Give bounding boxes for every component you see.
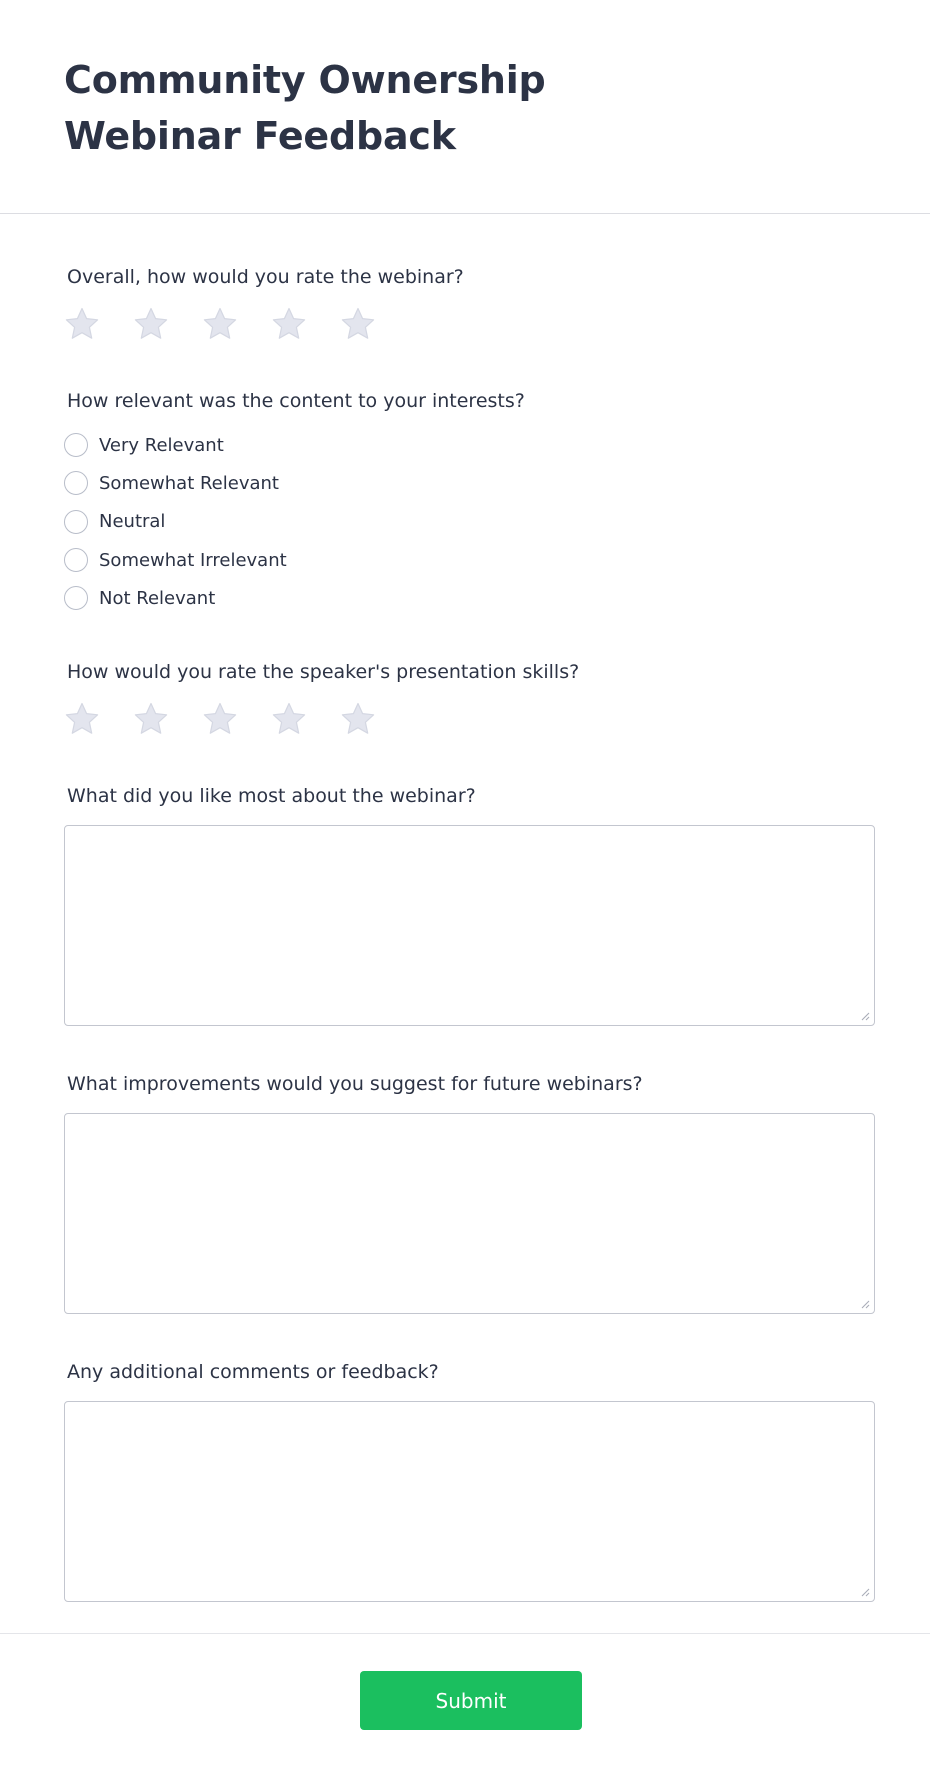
star-icon[interactable]: [133, 701, 169, 737]
star-rating: [64, 701, 579, 737]
radio-button[interactable]: [64, 471, 88, 495]
star-icon[interactable]: [202, 306, 238, 342]
radio-label: Not Relevant: [99, 587, 216, 609]
star-icon[interactable]: [340, 701, 376, 737]
radio-label: Very Relevant: [99, 434, 224, 456]
radio-label: Neutral: [99, 511, 166, 533]
question-label: Any additional comments or feedback?: [67, 1361, 439, 1383]
radio-option-not-relevant[interactable]: [64, 579, 525, 617]
radio-button[interactable]: [64, 433, 88, 457]
submit-button[interactable]: Submit: [360, 1671, 582, 1730]
question-label: How relevant was the content to your interests?: [67, 390, 525, 412]
radio-label: Somewhat Relevant: [99, 472, 279, 494]
radio-button[interactable]: [64, 586, 88, 610]
radio-option-somewhat-irrelevant[interactable]: [64, 541, 525, 579]
star-icon[interactable]: [64, 701, 100, 737]
liked-most-textarea[interactable]: [64, 825, 875, 1026]
radio-option-somewhat-relevant[interactable]: [64, 464, 525, 502]
star-icon[interactable]: [133, 306, 169, 342]
page-title: Community Ownership Webinar Feedback: [64, 58, 546, 158]
comments-textarea[interactable]: [64, 1401, 875, 1602]
question-liked-most: [64, 785, 876, 1026]
radio-button[interactable]: [64, 510, 88, 534]
radio-group: [64, 426, 525, 617]
radio-label: Somewhat Irrelevant: [99, 549, 287, 571]
question-improvements: [64, 1073, 876, 1314]
improvements-textarea[interactable]: [64, 1113, 875, 1314]
star-rating: [64, 306, 464, 342]
question-label: What did you like most about the webinar?: [67, 785, 476, 807]
star-icon[interactable]: [202, 701, 238, 737]
question-comments: [64, 1361, 876, 1602]
star-icon[interactable]: [340, 306, 376, 342]
star-icon[interactable]: [271, 306, 307, 342]
question-label: What improvements would you suggest for future webinars?: [67, 1073, 643, 1095]
question-label: Overall, how would you rate the webinar?: [67, 266, 464, 288]
radio-button[interactable]: [64, 548, 88, 572]
form-header: [0, 0, 930, 214]
star-icon[interactable]: [64, 306, 100, 342]
form-footer: [0, 1633, 930, 1780]
resize-handle-icon[interactable]: [860, 1587, 870, 1597]
resize-handle-icon[interactable]: [860, 1011, 870, 1021]
question-overall-rating: [64, 266, 464, 342]
question-relevance: [64, 390, 525, 617]
radio-option-neutral[interactable]: [64, 503, 525, 541]
question-speaker-rating: [64, 661, 579, 737]
star-icon[interactable]: [271, 701, 307, 737]
question-label: How would you rate the speaker's presentation skills?: [67, 661, 580, 683]
resize-handle-icon[interactable]: [860, 1299, 870, 1309]
radio-option-very-relevant[interactable]: [64, 426, 525, 464]
